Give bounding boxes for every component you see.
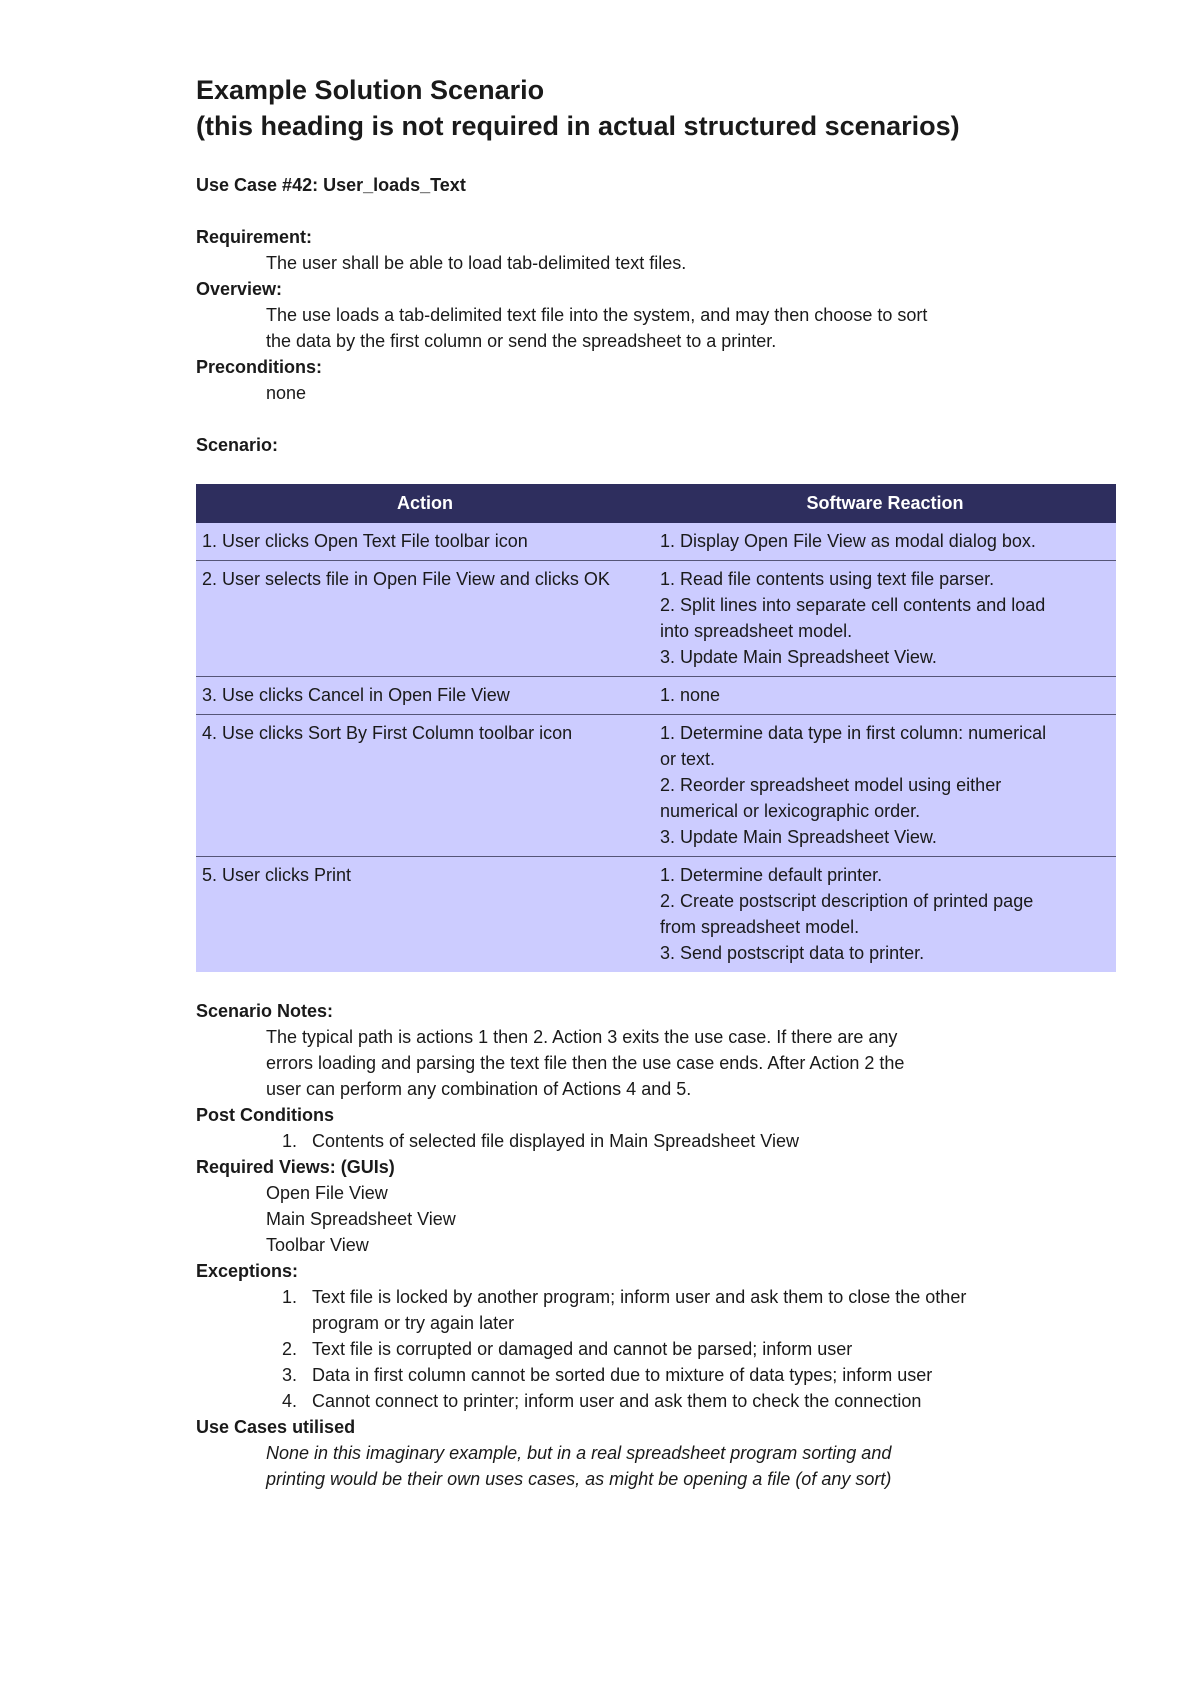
reaction-cell (654, 561, 1116, 677)
list-item: 1. Text file is locked by another program; inform user and ask them to close the other program or try again later (302, 1284, 1116, 1336)
required-views-list (196, 1180, 1116, 1258)
reaction-line: from spreadsheet model. (660, 917, 860, 937)
scenario-notes-label: Scenario Notes: (196, 1001, 334, 1021)
list-item: 4. Cannot connect to printer; inform user and ask them to check the connection (302, 1388, 1116, 1414)
scenario-notes-line-3: user can perform any combination of Actions 4 and 5. (266, 1079, 692, 1099)
reaction-line: 3. Update Main Spreadsheet View. (660, 647, 937, 667)
scenario-notes-line-2: errors loading and parsing the text file then the use case ends. After Action 2 the (266, 1053, 905, 1073)
reaction-line: 1. Read file contents using text file parser. (660, 569, 995, 589)
exceptions-list (196, 1284, 1116, 1414)
scenario-table (196, 484, 1116, 972)
list-item: 1. Contents of selected file displayed in Main Spreadsheet View (302, 1128, 1116, 1154)
table-row (196, 715, 1116, 857)
reaction-cell (654, 857, 1116, 973)
use-cases-utilised-label: Use Cases utilised (196, 1417, 356, 1437)
post-conditions-label: Post Conditions (196, 1105, 334, 1125)
overview-text (196, 302, 1116, 354)
reaction-line: 1. none (660, 685, 721, 705)
overview-line-2: the data by the first column or send the spreadsheet to a printer. (266, 331, 777, 351)
use-case-heading: Use Case #42: User_loads_Text (196, 175, 466, 195)
table-row (196, 523, 1116, 561)
required-views-label: Required Views: (GUIs) (196, 1157, 395, 1177)
preconditions-text: none (266, 383, 307, 403)
scenario-notes-line-1: The typical path is actions 1 then 2. Action 3 exits the use case. If there are any (266, 1027, 898, 1047)
list-item: 2. Text file is corrupted or damaged and cannot be parsed; inform user (302, 1336, 1116, 1362)
reaction-line: 2. Split lines into separate cell contents and load (660, 595, 1046, 615)
use-cases-utilised-line-2: printing would be their own uses cases, as might be opening a file (of any sort) (266, 1469, 892, 1489)
list-item: Main Spreadsheet View (266, 1209, 456, 1229)
reaction-line: 1. Determine default printer. (660, 865, 883, 885)
table-row (196, 677, 1116, 715)
reaction-line: numerical or lexicographic order. (660, 801, 921, 821)
column-header-software-reaction: Software Reaction (654, 484, 1116, 523)
reaction-line: 3. Send postscript data to printer. (660, 943, 925, 963)
exceptions-label: Exceptions: (196, 1261, 299, 1281)
action-cell: 5. User clicks Print (196, 857, 654, 973)
reaction-line: or text. (660, 749, 716, 769)
title-line-2: (this heading is not required in actual structured scenarios) (196, 111, 960, 141)
page-title (196, 72, 1116, 144)
list-item: Toolbar View (266, 1235, 369, 1255)
overview-label: Overview: (196, 279, 283, 299)
overview-line-1: The use loads a tab-delimited text file into the system, and may then choose to sort (266, 305, 928, 325)
scenario-label: Scenario: (196, 435, 279, 455)
reaction-line: 2. Create postscript description of printed page (660, 891, 1034, 911)
action-cell: 4. Use clicks Sort By First Column toolbar icon (196, 715, 654, 857)
reaction-line: into spreadsheet model. (660, 621, 853, 641)
action-cell: 2. User selects file in Open File View and clicks OK (196, 561, 654, 677)
title-line-1: Example Solution Scenario (196, 75, 545, 105)
reaction-line: 2. Reorder spreadsheet model using either (660, 775, 1002, 795)
reaction-line: 3. Update Main Spreadsheet View. (660, 827, 937, 847)
requirement-label: Requirement: (196, 227, 313, 247)
reaction-line: 1. Determine data type in first column: numerical (660, 723, 1047, 743)
requirement-text: The user shall be able to load tab-delimited text files. (266, 253, 687, 273)
column-header-action: Action (196, 484, 654, 523)
scenario-notes-text (196, 1024, 1116, 1102)
use-cases-utilised-text (196, 1440, 1116, 1492)
post-conditions-list (196, 1128, 1116, 1154)
reaction-cell (654, 677, 1116, 715)
action-cell: 1. User clicks Open Text File toolbar icon (196, 523, 654, 561)
list-item: 3. Data in first column cannot be sorted due to mixture of data types; inform user (302, 1362, 1116, 1388)
reaction-cell (654, 715, 1116, 857)
preconditions-label: Preconditions: (196, 357, 323, 377)
table-row (196, 561, 1116, 677)
list-item: Open File View (266, 1183, 388, 1203)
reaction-line: 1. Display Open File View as modal dialog box. (660, 531, 1036, 551)
scenario-table-header-row (196, 484, 1116, 523)
use-cases-utilised-line-1: None in this imaginary example, but in a real spreadsheet program sorting and (266, 1443, 892, 1463)
table-row (196, 857, 1116, 973)
document-page (196, 72, 1116, 1492)
reaction-cell (654, 523, 1116, 561)
action-cell: 3. Use clicks Cancel in Open File View (196, 677, 654, 715)
